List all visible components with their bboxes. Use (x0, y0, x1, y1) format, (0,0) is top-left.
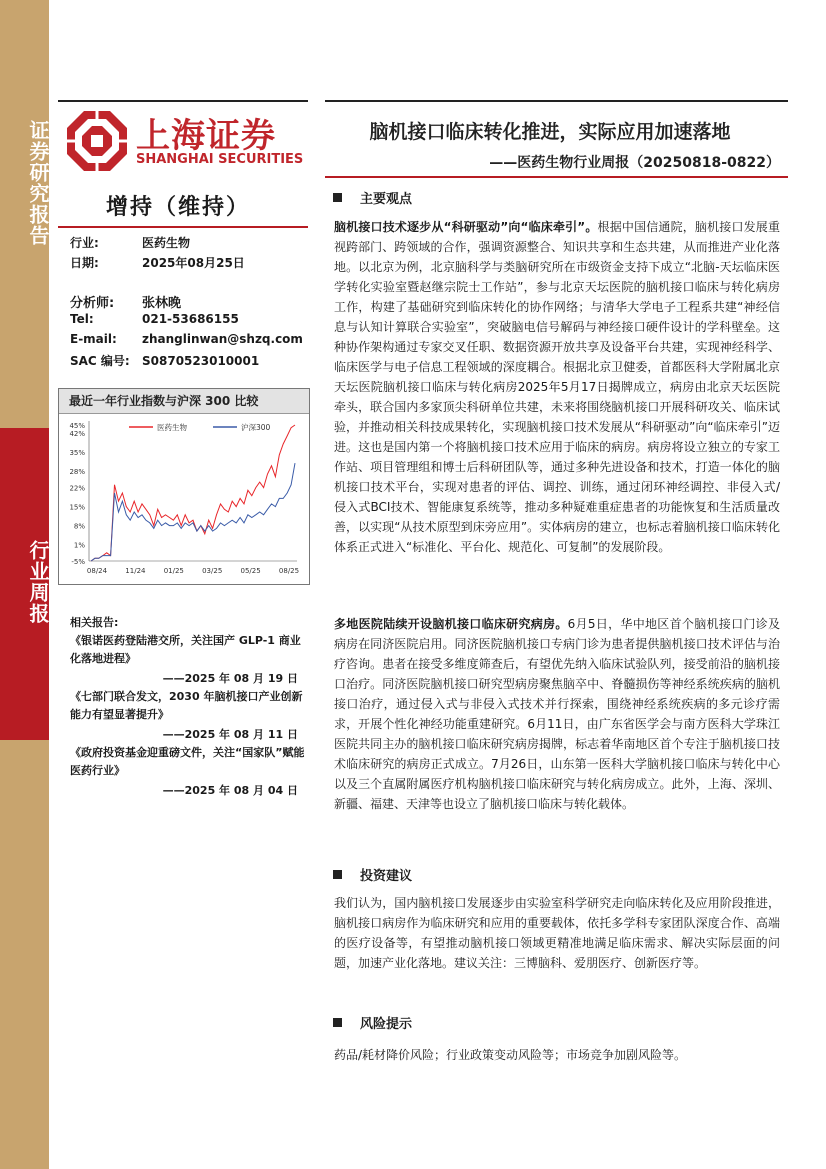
company-logo (66, 108, 316, 176)
logo-mark-icon (66, 110, 128, 172)
y-tick-label: 22% (69, 484, 85, 493)
x-tick-label: 03/25 (202, 567, 223, 575)
legend-label: 沪深300 (241, 423, 271, 432)
related-report-2[interactable]: 《七部门联合发文，2030 年脑机接口产业创新能力有望显著提升》 (70, 690, 303, 721)
info-date (70, 254, 245, 271)
info-label: E-mail: (70, 332, 117, 346)
info-value: 021-53686155 (142, 312, 239, 326)
paragraph-2 (334, 614, 780, 814)
info-value: 医药生物 (142, 236, 191, 250)
info-label: Tel: (70, 312, 94, 326)
header-rule-right (325, 100, 788, 102)
section-title: 风险提示 (360, 1017, 413, 1032)
y-tick-label: 42% (69, 430, 85, 439)
info-value: 张林晚 (142, 296, 182, 311)
paragraph-risk: 药品/耗材降价风险；行业政策变动风险等；市场竞争加剧风险等。 (334, 1048, 687, 1062)
rating-rule (58, 226, 308, 228)
series-line-industry (91, 425, 295, 561)
info-label: 分析师: (70, 296, 115, 311)
series-line-csi300 (91, 463, 295, 561)
info-value: 2025年08月25日 (142, 256, 245, 270)
section-risk (333, 1013, 412, 1032)
y-tick-label: 1% (73, 541, 85, 550)
paragraph-invest: 我们认为，国内脑机接口发展逐步由实验室科学研究走向临床转化及应用阶段推进，脑机接口病房作为临床研究和应用的重要载体，依托多学科专家团队深度合作、高端的医疗设备等，有望推动脑机接口领域更精准地满足临床需求、解决实际层面的问题，加速产业化落地。建议关注：三博脑科、爱朋医疗、创新医疗等。 (334, 896, 780, 970)
section-view (333, 188, 412, 207)
analyst-tel (70, 312, 239, 326)
paragraph-body: 根据中国信通院，脑机接口发展重视跨部门、跨领域的合作，强调资源整合、知识共享和生态共建，从而推进产业化落地。以北京为例，北京脑科学与类脑研究所在市级资金支持下成立“北脑-天坛临床医学转化实验室暨赵继宗院士工作站”，参与北京天坛医院的脑机接口临床与转化病房工作，构建了基础研究到临床转化的协作网络；与清华大学电子工程系共建“神经信息与认知计算联合实验室”，突破脑电信号解码与神经接口硬件设计的学科壁垒。这种协作架构通过专家交叉任职、数据资源开放共享及设备平台共建，实现神经科学、临床医学与电子信息工程领域的深度耦合。根据北京卫健委，首都医科大学附属北京天坛医院脑机接口临床与转化病房2025年5月17日揭牌成立，病房由北京天坛医院牵头，联合国内多家顶尖科研单位共建，未来将围绕脑机接口开展科研攻关、临床试验，并推动相关科技成果转化，实现脑机接口技术发展从“科研驱动”向“临床牵引”迈进。这也是国内第一个将脑机接口技术应用于临床的病房。病房将设立独立的专家工作站、项目管理组和博士后科研团队等，通过多种先进设备和技术，打造一体化的脑机接口技术平台，实现对患者的评估、调控、训练，通过闭环神经调控、非侵入式/侵入式BCI技术、智能康复系统等，推动多种疑难重症患者的功能恢复和生活质量改善，以实现“从技术原型到床旁应用”。实体病房的建立，也标志着脑机接口临床转化体系正式进入“标准化、平台化、规范化、可复制”的发展阶段。 (334, 220, 780, 554)
y-tick-label: 35% (69, 449, 85, 458)
y-tick-label: 45% (69, 422, 85, 430)
y-tick-label: 8% (73, 522, 85, 531)
paragraph-lead: 多地医院陆续开设脑机接口临床研究病房。 (334, 617, 568, 631)
info-label: SAC 编号: (70, 354, 130, 368)
paragraph-lead: 脑机接口技术逐步从“科研驱动”向“临床牵引”。 (334, 220, 598, 234)
section-title: 主要观点 (360, 192, 413, 207)
y-tick-label: 28% (69, 468, 85, 477)
logo-chinese-name: 上海证券 (136, 116, 276, 156)
logo-english-name: SHANGHAI SECURITIES (136, 152, 304, 167)
bullet-square-icon (333, 193, 342, 202)
bullet-square-icon (333, 870, 342, 879)
related-report-date: ——2025 年 08 月 11 日 (162, 728, 298, 741)
x-tick-label: 08/24 (86, 567, 108, 575)
index-chart (58, 388, 310, 585)
related-report-date: ——2025 年 08 月 04 日 (162, 784, 298, 797)
chart-title: 最近一年行业指数与沪深 300 比较 (59, 389, 309, 414)
x-tick-label: 05/25 (240, 567, 261, 575)
side-band-report-label: 证券研究报告 (26, 120, 50, 246)
subtitle-rule (325, 176, 788, 178)
bullet-square-icon (333, 1018, 342, 1027)
y-tick-label: -5% (71, 558, 85, 566)
related-report-3[interactable]: 《政府投资基金迎重磅文件，关注“国家队”赋能医药行业》 (70, 746, 305, 777)
section-title: 投资建议 (360, 869, 413, 884)
info-label: 日期: (70, 256, 99, 270)
chart-plot (59, 415, 309, 583)
y-tick-label: 15% (69, 503, 85, 512)
info-value: S0870523010001 (142, 354, 260, 368)
analyst-sac (70, 352, 259, 369)
related-reports-label: 相关报告: (70, 616, 119, 629)
x-tick-label: 08/25 (278, 567, 300, 575)
paragraph-1 (334, 217, 780, 557)
info-value[interactable]: zhanglinwan@shzq.com (142, 332, 303, 346)
legend-label: 医药生物 (157, 423, 187, 432)
section-invest (333, 865, 412, 884)
side-band-category-label: 行业周报 (26, 540, 50, 624)
analyst-email (70, 332, 303, 346)
report-title: 脑机接口临床转化推进，实际应用加速落地 (369, 121, 731, 143)
info-label: 行业: (70, 236, 99, 250)
report-subtitle: ——医药生物行业周报（20250818-0822） (489, 155, 780, 171)
x-tick-label: 11/24 (125, 567, 146, 575)
related-report-1[interactable]: 《银诺医药登陆港交所，关注国产 GLP-1 商业化落地进程》 (70, 634, 301, 665)
paragraph-body: 6月5日，华中地区首个脑机接口门诊及病房在同济医院启用。同济医院脑机接口专病门诊为患者提供脑机接口技术评估与治疗咨询。患者在接受多维度筛查后，有望优先纳入临床试验队列，接受前沿的脑机接口治疗。同济医院脑机接口研究型病房聚焦脑卒中、脊髓损伤等神经系统疾病的脑机接口治疗，通过侵入式与非侵入式技术并行探索，围绕神经系统疾病的多元诊疗需求，开展个性化神经功能重建研究。6月11日，由广东省医学会与南方医科大学珠江医院共同主办的脑机接口临床研究病房揭牌，标志着华南地区首个专注于脑机接口技术临床研究的病房正式成立。7月26日，山东第一医科大学脑机接口临床与转化中心以及三个直属附属医疗机构脑机接口临床研究与转化病房成立。此外，上海、深圳、新疆、福建、天津等也设立了脑机接口临床与转化载体。 (334, 617, 780, 811)
rating: 增持（维持） (105, 195, 250, 220)
info-industry (70, 234, 190, 251)
x-tick-label: 01/25 (163, 567, 184, 575)
related-report-date: ——2025 年 08 月 19 日 (162, 672, 298, 685)
analyst-name (70, 292, 181, 311)
header-rule-left (58, 100, 308, 102)
